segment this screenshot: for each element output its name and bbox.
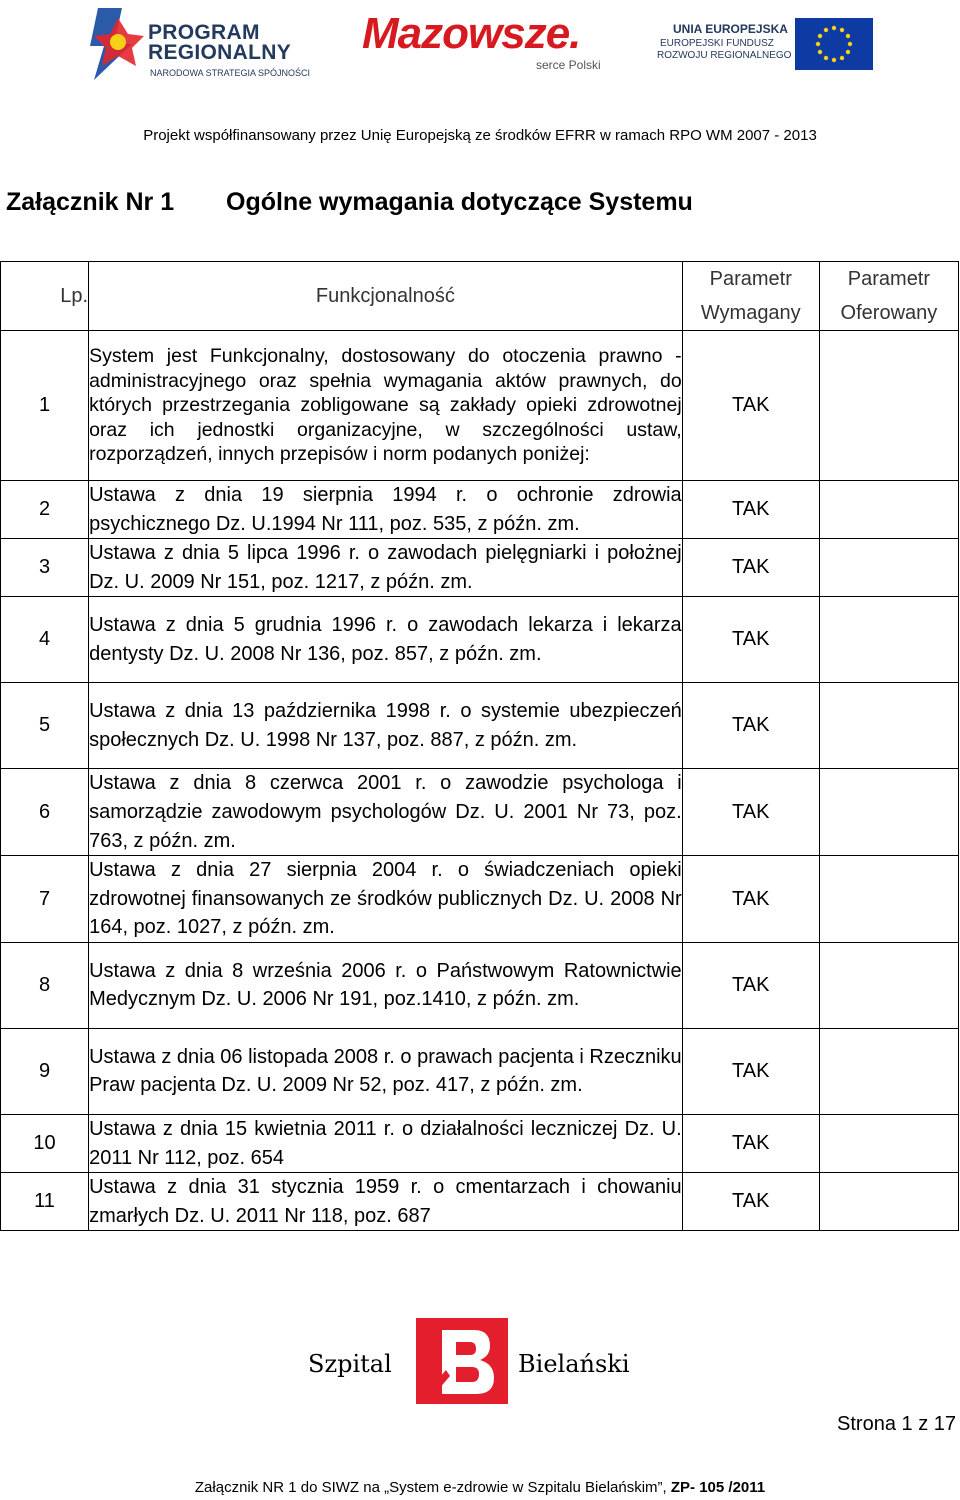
eu-logo-line3: ROZWOJU REGIONALNEGO [657, 50, 792, 61]
program-logo-line1: PROGRAM [148, 21, 260, 44]
header-offered [819, 262, 958, 331]
table-row [1, 481, 959, 539]
row-number: 1 [1, 331, 89, 481]
row-number: 10 [1, 1114, 89, 1172]
row-function: Ustawa z dnia 15 kwietnia 2011 r. o działalności leczniczej Dz. U. 2011 Nr 112, poz. 654 [89, 1114, 683, 1172]
header-required-line1: Parametr [709, 268, 792, 290]
page-number: Strona 1 z 17 [837, 1413, 956, 1435]
row-offered[interactable] [819, 539, 958, 597]
row-number: 3 [1, 539, 89, 597]
table-row [1, 683, 959, 769]
eu-logo-line1: UNIA EUROPEJSKA [673, 22, 788, 36]
header-logo-bar [0, 0, 960, 90]
footer-note-reference: ZP- 105 /2011 [670, 1479, 766, 1496]
szpital-bielanski-logo [300, 1318, 660, 1404]
row-offered[interactable] [819, 331, 958, 481]
row-number: 9 [1, 1028, 89, 1114]
row-function: Ustawa z dnia 31 stycznia 1959 r. o cmentarzach i chowaniu zmarłych Dz. U. 2011 Nr 118, poz. 687 [89, 1173, 683, 1231]
row-offered[interactable] [819, 597, 958, 683]
row-offered[interactable] [819, 942, 958, 1028]
row-number: 5 [1, 683, 89, 769]
row-offered[interactable] [819, 1028, 958, 1114]
table-row [1, 1028, 959, 1114]
row-function: Ustawa z dnia 5 lipca 1996 r. o zawodach pielęgniarki i położnej Dz. U. 2009 Nr 151, poz. 1217, z późn. zm. [89, 539, 683, 597]
row-required: TAK [682, 481, 819, 539]
eu-flag-icon [795, 18, 873, 70]
header-offered-line2: Oferowany [840, 302, 938, 324]
mazowsze-logo-tagline: serce Polski [536, 58, 601, 72]
row-required: TAK [682, 539, 819, 597]
row-offered[interactable] [819, 1114, 958, 1172]
row-function: Ustawa z dnia 13 października 1998 r. o systemie ubezpieczeń społecznych Dz. U. 1998 Nr 137, poz. 887, z późn. zm. [89, 683, 683, 769]
row-number: 4 [1, 597, 89, 683]
program-regionalny-logo [88, 4, 328, 84]
row-required: TAK [682, 856, 819, 943]
row-number: 6 [1, 769, 89, 856]
hospital-logo-right-word: Bielański [518, 1350, 630, 1378]
eu-logo-line2: EUROPEJSKI FUNDUSZ [660, 38, 774, 49]
row-required: TAK [682, 942, 819, 1028]
row-number: 11 [1, 1173, 89, 1231]
requirements-table [0, 261, 959, 1231]
row-offered[interactable] [819, 481, 958, 539]
eu-logo [655, 18, 875, 70]
table-row [1, 539, 959, 597]
row-offered[interactable] [819, 683, 958, 769]
header-required [682, 262, 819, 331]
row-required: TAK [682, 1173, 819, 1231]
row-function: Ustawa z dnia 8 września 2006 r. o Państwowym Ratownictwie Medycznym Dz. U. 2006 Nr 191, poz.1410, z późn. zm. [89, 942, 683, 1028]
header-lp: Lp. [1, 262, 89, 331]
row-required: TAK [682, 683, 819, 769]
table-row [1, 597, 959, 683]
table-row [1, 331, 959, 481]
row-required: TAK [682, 1028, 819, 1114]
row-offered[interactable] [819, 769, 958, 856]
header-required-line2: Wymagany [700, 302, 801, 324]
footer-note [0, 1479, 960, 1496]
table-header-row [1, 262, 959, 331]
row-function: Ustawa z dnia 27 sierpnia 2004 r. o świadczeniach opieki zdrowotnej finansowanych ze środków publicznych Dz. U. 2008 Nr 164, poz. 1027, z późn. zm. [89, 856, 683, 943]
header-function: Funkcjonalność [89, 262, 683, 331]
row-function: System jest Funkcjonalny, dostosowany do otoczenia prawno - administracyjnego oraz spełnia wymagania aktów prawnych, do których przestrzegania zobligowane są zakłady opieki zdrowotnej oraz ich jednostki organizacyjne, w szczególności ustaw, rozporządzeń, innych przepisów i norm podanych poniżej: [89, 331, 683, 481]
mazowsze-logo [362, 8, 622, 74]
program-logo-line2: REGIONALNY [148, 41, 292, 64]
row-offered[interactable] [819, 1173, 958, 1231]
table-row [1, 769, 959, 856]
row-function: Ustawa z dnia 19 sierpnia 1994 r. o ochronie zdrowia psychicznego Dz. U.1994 Nr 111, poz. 535, z późn. zm. [89, 481, 683, 539]
row-function: Ustawa z dnia 8 czerwca 2001 r. o zawodzie psychologa i samorządzie zawodowym psychologów Dz. U. 2001 Nr 73, poz. 763, z późn. zm. [89, 769, 683, 856]
row-required: TAK [682, 769, 819, 856]
hospital-b-mark-icon [416, 1318, 508, 1404]
header-offered-line1: Parametr [847, 268, 931, 290]
row-required: TAK [682, 597, 819, 683]
hospital-logo-left-word: Szpital [308, 1350, 392, 1378]
row-number: 7 [1, 856, 89, 943]
table-row [1, 856, 959, 943]
star-logo-icon [88, 4, 148, 82]
row-number: 2 [1, 481, 89, 539]
program-logo-line3: NARODOWA STRATEGIA SPÓJNOŚCI [150, 68, 311, 78]
project-cofinancing-note: Projekt współfinansowany przez Unię Europejską ze środków EFRR w ramach RPO WM 2007 - 2013 [143, 127, 817, 144]
table-row [1, 1114, 959, 1172]
row-required: TAK [682, 331, 819, 481]
row-offered[interactable] [819, 856, 958, 943]
row-function: Ustawa z dnia 06 listopada 2008 r. o prawach pacjenta i Rzeczniku Praw pacjenta Dz. U. 2009 Nr 52, poz. 417, z późn. zm. [89, 1028, 683, 1114]
row-function: Ustawa z dnia 5 grudnia 1996 r. o zawodach lekarza i lekarza dentysty Dz. U. 2008 Nr 136, poz. 857, z późn. zm. [89, 597, 683, 683]
row-required: TAK [682, 1114, 819, 1172]
row-number: 8 [1, 942, 89, 1028]
attachment-title: Załącznik Nr 1 [6, 188, 175, 216]
table-row [1, 942, 959, 1028]
mazowsze-logo-word: Mazowsze. [362, 9, 581, 58]
footer-note-text: Załącznik NR 1 do SIWZ na „System e-zdrowie w Szpitalu Bielańskim”, [194, 1479, 671, 1496]
document-title: Ogólne wymagania dotyczące Systemu [226, 188, 693, 216]
table-row [1, 1173, 959, 1231]
